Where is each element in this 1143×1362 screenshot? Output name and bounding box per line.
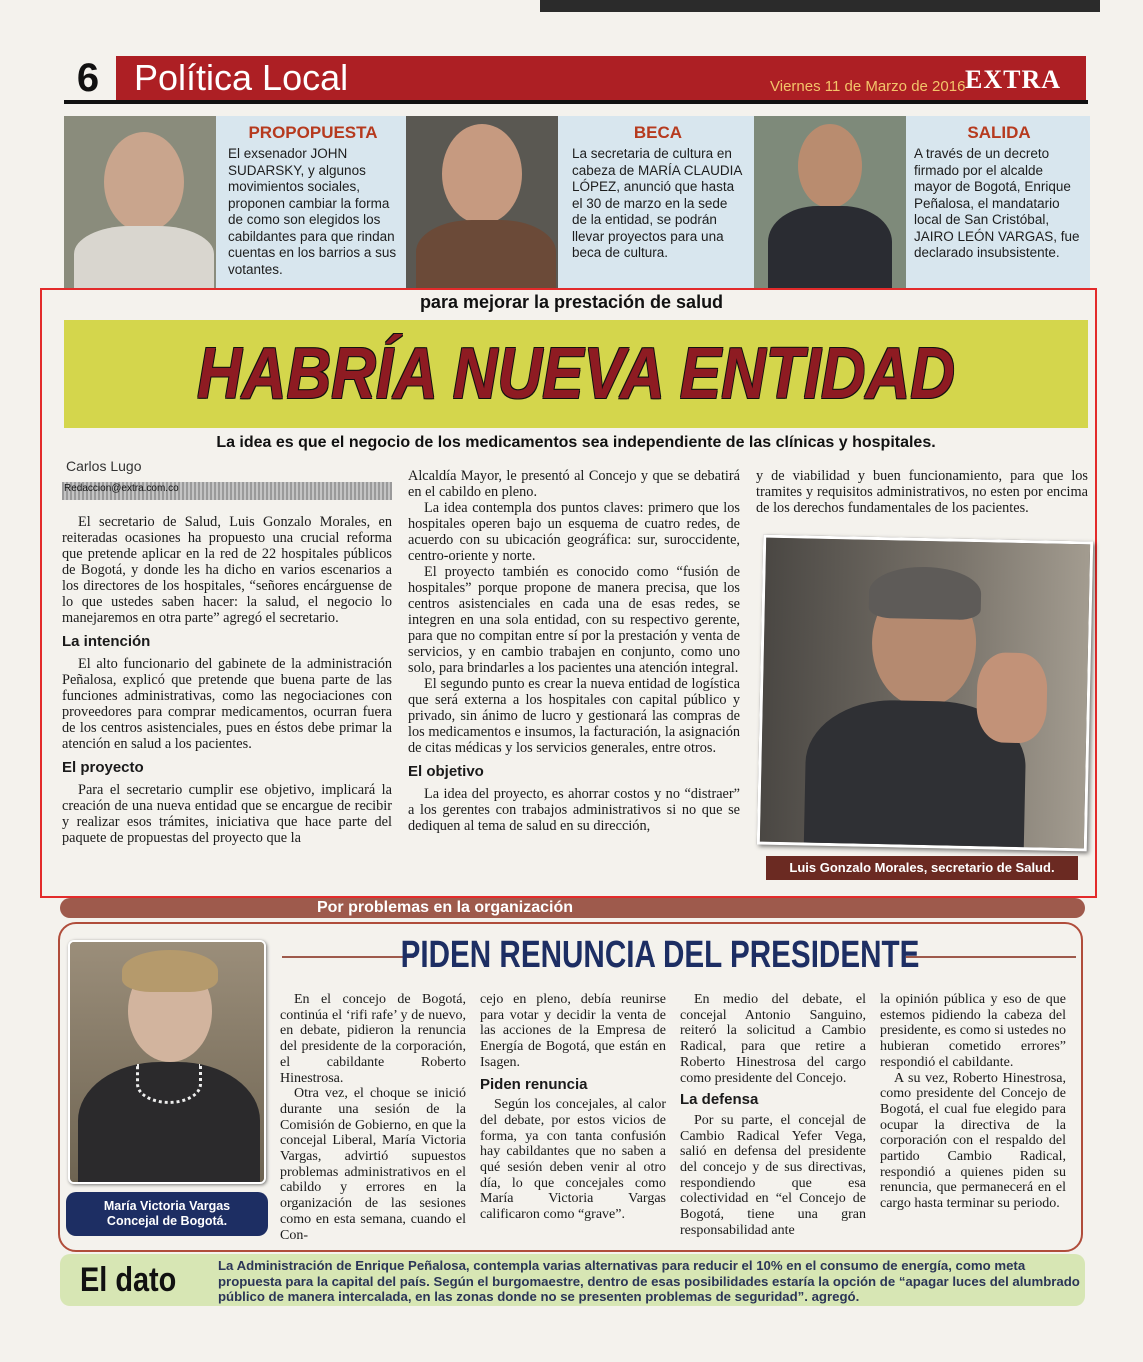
brief-title: SALIDA <box>967 123 1031 142</box>
article2-column-3 <box>680 992 866 1239</box>
subheading: La intención <box>62 633 151 650</box>
brief-body: La secretaria de cultura en cabeza de MARÍA CLAUDIA LÓPEZ, anunció que hasta el 30 de marzo en la sede de la entidad, se podrán llevar proyectos para una beca de cultura. <box>572 146 742 260</box>
brief-photo-vargas <box>754 116 906 288</box>
issue-date: Viernes 11 de Marzo de 2016 <box>770 78 966 95</box>
paragraph: Alcaldía Mayor, le presentó al Concejo y que se debatirá en el cabildo en pleno. <box>408 468 740 500</box>
byline: Carlos Lugo <box>66 458 142 474</box>
article-deck: La idea es que el negocio de los medicamentos sea independiente de las clínicas y hospitales. <box>216 434 936 451</box>
subheading: Piden renuncia <box>480 1075 588 1093</box>
article2-column-1 <box>280 992 466 1243</box>
article-column-2 <box>408 468 740 834</box>
paragraph: A su vez, Roberto Hinestrosa, como presidente del Concejo de Bogotá, el cual fue elegido para ocupar la directiva de la corporación con el respaldo del partido Cambio Radical, respondió a quienes piden su renuncia, que permanecerá en el cargo hasta terminar su periodo. <box>880 1070 1066 1212</box>
brief-beca <box>568 116 748 288</box>
paragraph: Por su parte, el concejal de Cambio Radical Yefer Vega, salió en defensa del presidente del concejo y de sus directivas, respondiendo que esa colectividad en “el Concejo de Bogotá, tiene una gran responsabilidad ante <box>680 1112 866 1238</box>
article2-kicker: Por problemas en la organización <box>316 899 574 916</box>
paragraph: En medio del debate, el concejal Antonio Sanguino, reiteró la solicitud a Cambio Radical, para que retire a Roberto Hinestrosa del cargo como presidente del Concejo. <box>680 992 866 1086</box>
photo-luis-gonzalo-morales <box>757 535 1093 852</box>
caption-role: Concejal de Bogotá. <box>106 1214 228 1228</box>
subheading: El objetivo <box>408 763 484 780</box>
photo-maria-victoria-vargas <box>68 940 266 1184</box>
paragraph: El alto funcionario del gabinete de la administración Peñalosa, explicó que pretende que buena parte de las funciones administrativas, como las negociaciones con proveedores para comprar medicamentos, ocurran fuera de los centros asistenciales, pues en éstos debe primar la atención en salud a los pacientes. <box>62 656 392 752</box>
paragraph: La idea del proyecto, es ahorrar costos y no “distraer” a los gerentes con trabajos administrativos si no que se dediquen al tema de salud en su dirección, <box>408 786 740 834</box>
photo2-caption <box>66 1192 268 1236</box>
paragraph: la opinión pública y eso de que estemos pidiendo la cabeza del presidente, es como si ustedes no hubieran cometido errores” respondió el cabildante. <box>880 992 1066 1070</box>
paragraph: Según los concejales, al calor del debate, por estos vicios de forma, ya con tanta confusión hay cabildantes que no saben a qué sesión deben venir al otro día, lo que concejales como María Victoria Vargas calificaron como “grave”. <box>480 1097 666 1223</box>
article-headline: HABRÍA NUEVA ENTIDAD <box>197 334 955 414</box>
header-rule <box>64 100 1088 104</box>
previous-page-strip <box>540 0 1100 12</box>
brief-propuesta <box>224 116 402 288</box>
paragraph: Otra vez, el choque se inició durante una sesión de la Comisión de Gobierno, en que la concejal Liberal, María Victoria Vargas, advirtió supuestos problemas administrativos en el cabildo y errores en la organización de las sesiones como en esta semana, cuando el Con- <box>280 1086 466 1243</box>
brief-body: A través de un decreto firmado por el alcalde mayor de Bogotá, Enrique Peñalosa, el mandatario local de San Cristóbal, JAIRO LEÓN VARGAS, fue declarado insubsistente. <box>914 146 1080 260</box>
page-number: 6 <box>76 56 100 100</box>
brief-body: El exsenador JOHN SUDARSKY, y algunos movimientos sociales, proponen cambiar la forma de como son elegidos los cabildantes para que rindan cuentas en los barrios a sus votantes. <box>228 146 397 277</box>
article-column-3 <box>756 468 1088 516</box>
brief-photo-sudarsky <box>64 116 216 288</box>
section-title: Política Local <box>134 57 349 98</box>
article2-headline: PIDEN RENUNCIA DEL PRESIDENTE <box>400 934 920 976</box>
paragraph: y de viabilidad y buen funcionamiento, para que los tramites y requisitos administrativos, no esten por encima de los derechos fundamentales de los pacientes. <box>756 468 1088 516</box>
brief-title: PROPOPUESTA <box>248 123 378 142</box>
paragraph: La idea contempla dos puntos claves: primero que los hospitales operen bajo un esquema de cuatro redes, de acuerdo con su ubicación geográfica: sur, suroccidente, centro-oriente y norte. <box>408 500 740 564</box>
brief-photo-lopez <box>406 116 558 288</box>
paragraph: El segundo punto es crear la nueva entidad de logística que será externa a los hospitales con capital público y privado, sin ánimo de lucro y gestionará las compras de los medicamentos e insumos, la facturación, la asignación de citas médicas y los servicios generales, entre otros. <box>408 676 740 756</box>
newspaper-logo: EXTRA <box>965 65 1062 94</box>
article-kicker: para mejorar la prestación de salud <box>419 292 724 312</box>
paragraph: El proyecto también es conocido como “fusión de hospitales” porque propone de manera precisa, que los centros asistenciales en cada una de esas redes, se integren en una sola entidad, con su respectivo gerente, para que no compitan entre sí por la prestación y venta de servicios, y en cambio trabajen en conjunto, como uno solo, para brindarles a los pacientes una atención integral. <box>408 564 740 676</box>
caption-name: María Victoria Vargas <box>103 1199 231 1213</box>
paragraph: El secretario de Salud, Luis Gonzalo Morales, en reiteradas ocasiones ha propuesto una crucial reforma que pretende aplicar en la red de 22 hospitales públicos de Bogotá, y donde les ha dicho en varios escenarios a los directores de los hospitales, “señores encárguense de lo que ustedes saben hacer: la salud, el negocio lo manejaremos en otra parte” agregó el secretario. <box>62 514 392 626</box>
photo-caption: Luis Gonzalo Morales, secretario de Salud. <box>766 856 1078 880</box>
article2-column-2 <box>480 992 666 1223</box>
brief-salida <box>910 116 1088 288</box>
paragraph: En el concejo de Bogotá, continúa el ‘rifi rafe’ y de nuevo, en debate, pidieron la renuncia del presidente de la corporación, el cabildante Roberto Hinestrosa. <box>280 992 466 1086</box>
author-email: Redaccion@extra.com.co <box>64 483 179 494</box>
briefs-strip <box>64 116 1090 288</box>
paragraph: Para el secretario cumplir ese objetivo, implicará la creación de una nueva entidad que se encargue de recibir y realizar esos trámites, iniciativa que hace parte del paquete de propuestas del proyecto que la <box>62 782 392 846</box>
subheading: La defensa <box>680 1091 759 1109</box>
article-column-1 <box>62 514 392 846</box>
paragraph: cejo en pleno, debía reunirse para votar y decidir la venta de las acciones de la Empresa de Energía de Bogotá, que están en Isagen. <box>480 992 666 1070</box>
dato-text: La Administración de Enrique Peñalosa, contempla varias alternativas para reducir el 10% en el consumo de energía, como meta propuesta para la capital del país. Según el burgomaestre, dentro de esas posibilidades estaría la opción de “apagar luces del alumbrado público de manera intercalada, en las zonas donde no se presenten problemas de seguridad”. agregó. <box>218 1258 1080 1304</box>
dato-label: El dato <box>80 1261 177 1299</box>
subheading: El proyecto <box>62 759 144 776</box>
brief-title: BECA <box>633 123 683 142</box>
article2-column-4 <box>880 992 1066 1212</box>
